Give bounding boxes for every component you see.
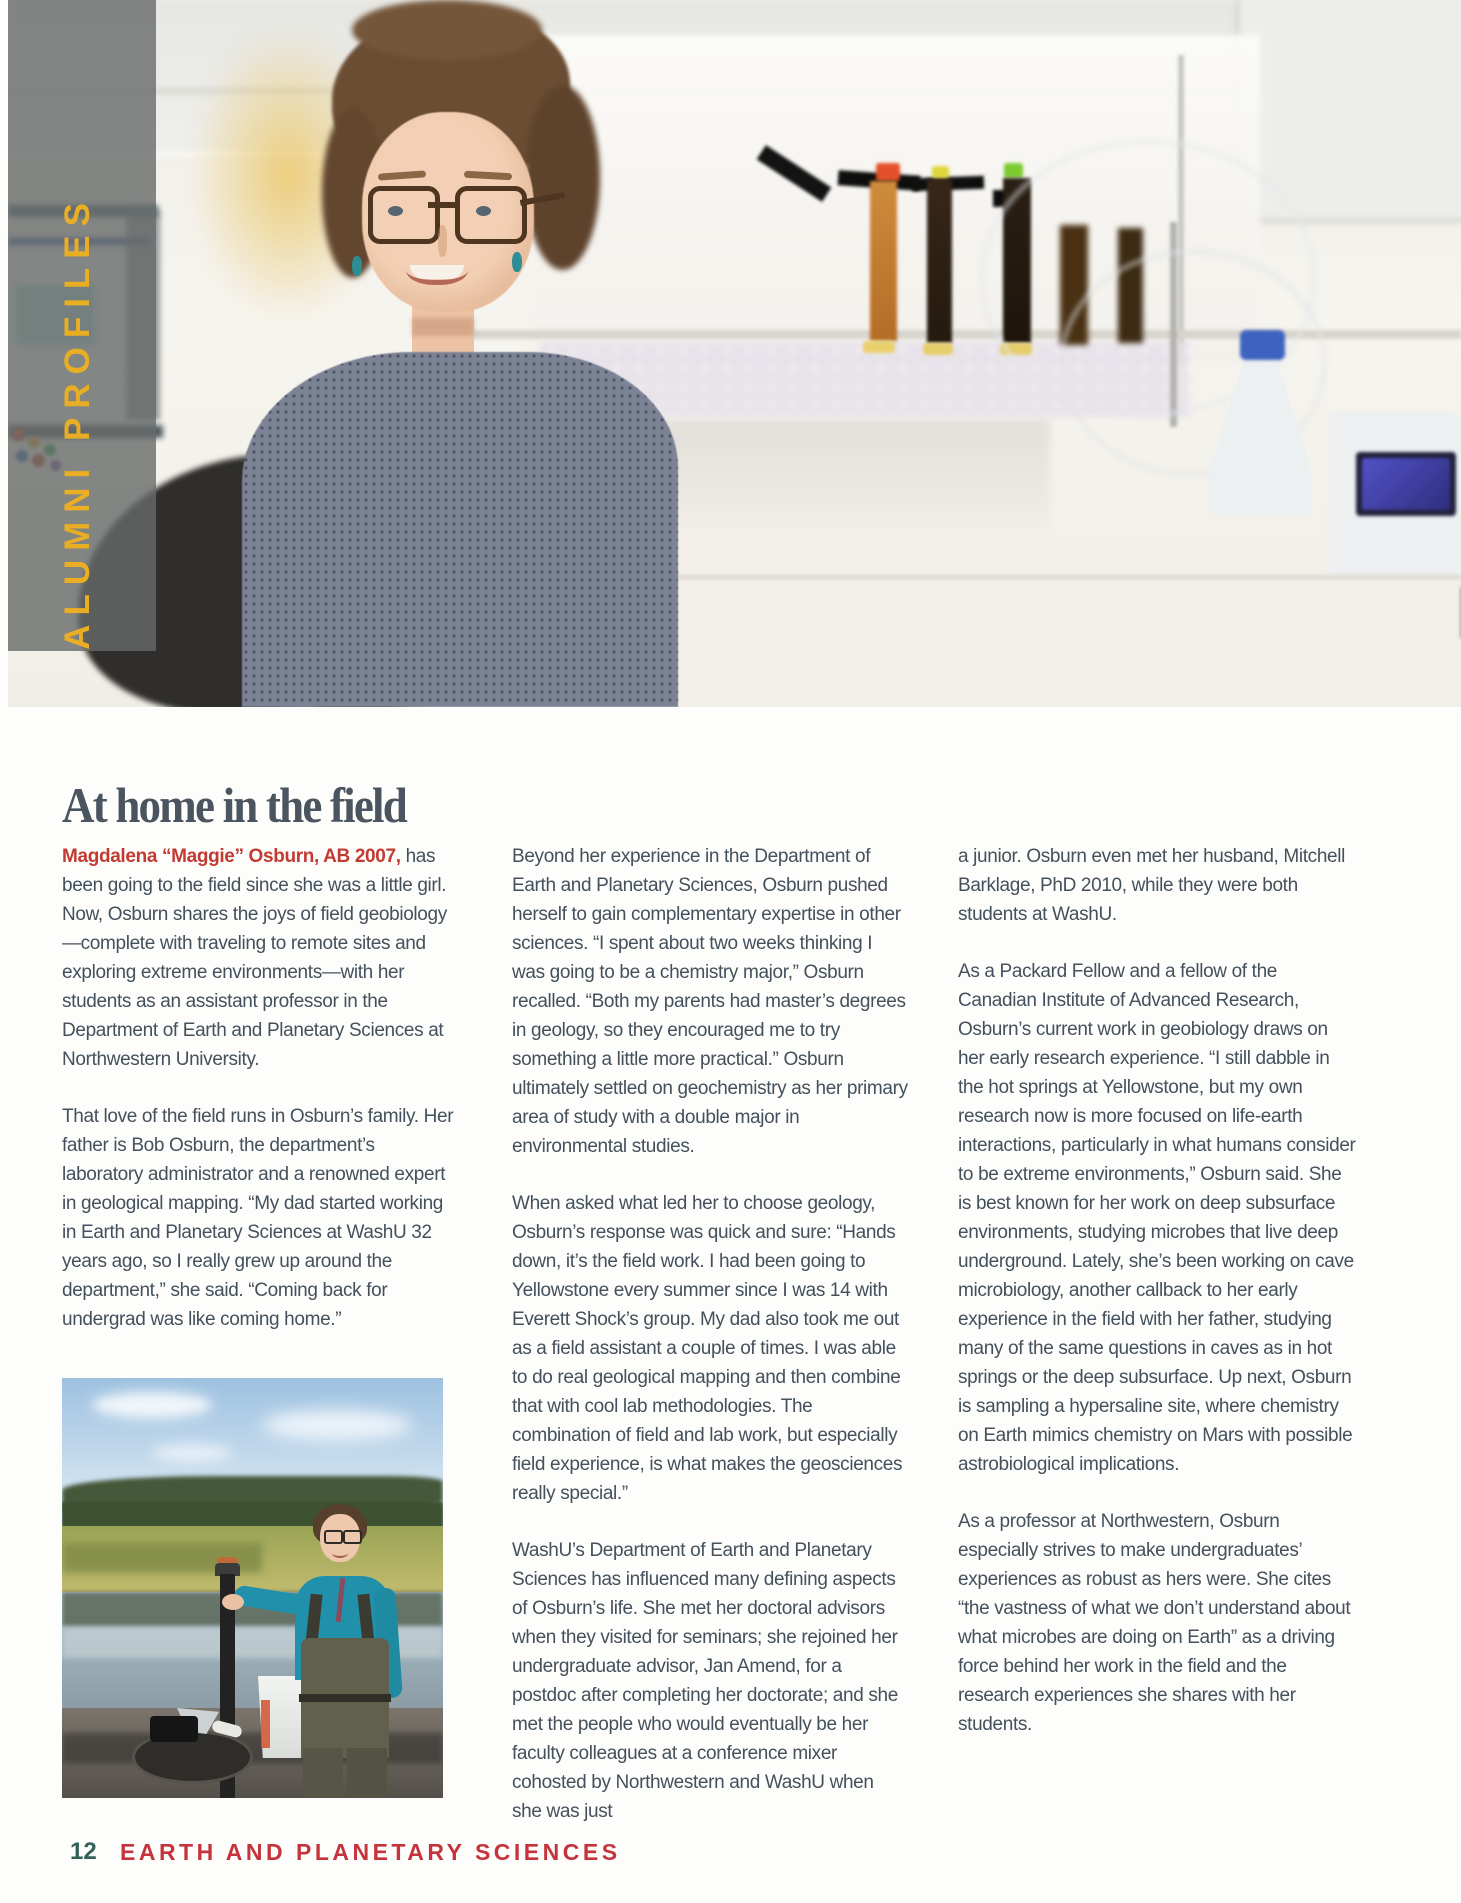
- earring-right: [512, 252, 522, 272]
- field-cloud-2: [262, 1410, 412, 1440]
- glasses-bridge: [428, 202, 456, 208]
- paragraph: As a Packard Fellow and a fellow of the Canadian Institute of Advanced Research, Osburn’s current work in geobiology draws on her early research experience. “I still dabble in the hot springs at Yellowstone, but my own research now is more focused on life-earth interactions, particularly in what humans consider to be extreme environments,” Osburn said. She is best known for her work on deep subsurface environments, studying microbes that live deep underground. Lately, she’s been working on cave microbiology, another callback to her early experience in the field with her father, studying many of the same questions in caves as in hot springs or the deep subsurface. Up next, Osburn is sampling a hypersaline site, where chemistry on Earth mimics chemistry on Mars with possible astrobiological implications.: [958, 961, 1356, 1475]
- paragraph: a junior. Osburn even met her husband, Mitchell Barklage, PhD 2010, while they were both students at WashU.: [958, 846, 1345, 925]
- woman-neck-shadow: [412, 318, 474, 336]
- woman-eye-left: [388, 206, 403, 216]
- pump-screen-glow: [1362, 458, 1450, 510]
- footer-publication: EARTH AND PLANETARY SCIENCES: [120, 1839, 621, 1865]
- tube-base-cap-2: [923, 343, 953, 355]
- flask-cap: [1240, 330, 1285, 360]
- woman-blouse: [242, 352, 678, 707]
- footer-page-number: 12: [70, 1838, 97, 1865]
- article-column-1: [62, 842, 454, 1362]
- sediment-tube-dark-1: [927, 179, 952, 343]
- waders-belt: [299, 1694, 391, 1702]
- paragraph: Beyond her experience in the Department of Earth and Planetary Sciences, Osburn pushed herself to gain complementary expertise in other sciences. “I spent about two weeks thinking I was going to be a chemistry major,” Osburn recalled. “Both my parents had master’s degrees in geology, so they encouraged me to try something a little more practical.” Osburn ultimately settled on geochemistry as her primary area of study with a double major in environmental studies.: [512, 846, 908, 1157]
- page-title: At home in the field: [62, 776, 406, 833]
- woman-eye-right: [476, 206, 491, 216]
- field-woman-hand: [222, 1594, 244, 1610]
- woman-hair-top-curls: [352, 0, 542, 60]
- paragraph: That love of the field runs in Osburn’s family. Her father is Bob Osburn, the department’s laboratory administrator and a renowned expert in geological mapping. “My dad started working in Earth and Planetary Sciences at WashU 32 years ago, so I really grew up around the department,” she said. “Coming back for undergrad was like coming home.”: [62, 1106, 454, 1330]
- field-woman-glasses-left: [324, 1530, 343, 1544]
- gear-camera: [150, 1716, 198, 1742]
- paragraph: When asked what led her to choose geology, Osburn’s response was quick and sure: “Hands down, it’s the field work. I had been going to Yellowstone every summer since I was 14 with Everett Shock’s group. My dad also took me out as a field assistant a couple of times. I was able to do real geological mapping and then combine that with cool lab methodologies. The combination of field and lab work, but especially field experience, is what makes the geosciences really special.”: [512, 1193, 903, 1504]
- woman-smile: [406, 252, 468, 285]
- field-woman-glasses-right: [343, 1530, 362, 1544]
- paragraph: [62, 842, 454, 1074]
- field-photo: [62, 1378, 443, 1798]
- tube-base-cap-1: [863, 341, 895, 353]
- field-cloud-1: [92, 1392, 212, 1418]
- waders-leg-right: [347, 1748, 387, 1798]
- field-treeline: [62, 1502, 443, 1528]
- lead-in: Magdalena “Maggie” Osburn, AB 2007,: [62, 846, 401, 867]
- paragraph: WashU’s Department of Earth and Planetary Sciences has influenced many defining aspects of Osburn’s life. She met her doctoral advisors when they visited for seminars; she rejoined her undergraduate advisor, Jan Amend, for a postdoc after completing her doctorate; and she met the people who would eventually be her faculty colleagues at a conference mixer cohosted by Northwestern and WashU when she was just: [512, 1540, 898, 1822]
- hero-photo: [8, 0, 1461, 707]
- field-cloud-3: [152, 1444, 232, 1462]
- glasses-right-lens: [455, 186, 527, 244]
- earring-left: [352, 256, 362, 276]
- paragraph-text: has been going to the field since she was a little girl. Now, Osburn shares the joys of field geobiology—complete with traveling to remote sites and exploring extreme environments—with her students as an assistant professor in the Department of Earth and Planetary Sciences at Northwestern University.: [62, 846, 447, 1070]
- glasses-left-lens: [368, 186, 440, 244]
- tube-cap-green: [1004, 163, 1023, 178]
- waders-leg-left: [303, 1748, 343, 1798]
- field-woman-smile: [332, 1548, 348, 1558]
- tube-cap-orange: [876, 163, 900, 181]
- article-column-2: [512, 842, 908, 1854]
- paragraph: As a professor at Northwestern, Osburn especially strives to make undergraduates’ experiences as robust as hers were. She cites “the vastness of what we don’t understand about what microbes are doing on Earth” as a driving force behind her work in the field and the research experiences she shares with her students.: [958, 1511, 1351, 1735]
- tube-cap-yellow: [932, 166, 949, 179]
- sediment-tube-orange: [870, 181, 897, 341]
- sidebar-label: ALUMNI PROFILES: [58, 194, 97, 650]
- article-column-3: [958, 842, 1358, 1767]
- woman-hair-right: [525, 85, 600, 270]
- bench-front: [610, 575, 1461, 707]
- bucket-label: [261, 1700, 270, 1748]
